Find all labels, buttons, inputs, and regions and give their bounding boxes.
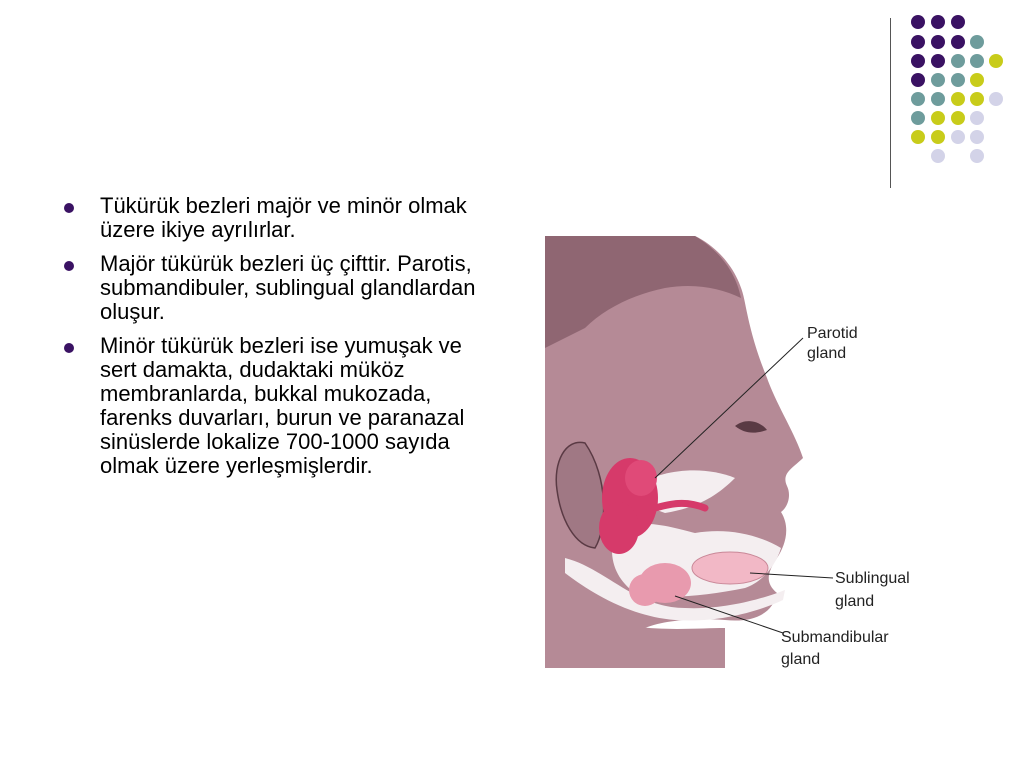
bullet-list [62, 194, 502, 488]
sublingual-label-line2: gland [835, 593, 875, 610]
decorative-dot [951, 111, 965, 125]
vertical-divider [890, 18, 891, 188]
bullet-item [62, 252, 502, 324]
decorative-dot [931, 35, 945, 49]
decorative-dot [911, 73, 925, 87]
decorative-dot [970, 92, 984, 106]
bullet-dot-icon [64, 343, 74, 353]
decorative-dot [931, 73, 945, 87]
decorative-dot [911, 15, 925, 29]
sublingual-gland [692, 552, 768, 584]
decorative-dot [931, 15, 945, 29]
decorative-dot [931, 54, 945, 68]
decorative-dot [931, 92, 945, 106]
decorative-dot [970, 54, 984, 68]
bullet-dot-icon [64, 203, 74, 213]
decorative-dot [951, 54, 965, 68]
decorative-dot [931, 130, 945, 144]
decorative-dot [911, 54, 925, 68]
bullet-dot-icon [64, 261, 74, 271]
decorative-dot [989, 92, 1003, 106]
decorative-dot [951, 15, 965, 29]
bullet-text: Tükürük bezleri majör ve minör olmak üzere ikiye ayrılırlar. [100, 193, 467, 242]
bullet-text: Minör tükürük bezleri ise yumuşak ve sert damakta, dudaktaki müköz membranlarda, bukkal mukozada, farenks duvarları, burun ve paranazal sinüslerde lokalize 700-1000 sayıda olmak üzere yerleşmişlerdir. [100, 333, 465, 478]
bullet-item [62, 334, 502, 478]
decorative-dot [970, 111, 984, 125]
submandibular-label-line2: gland [781, 651, 821, 668]
submandibular-label-line1: Submandibular [781, 629, 889, 646]
head-anatomy-drawing [545, 228, 945, 668]
decorative-dot [911, 92, 925, 106]
decorative-dot [951, 35, 965, 49]
sublingual-label-line1: Sublingual [835, 570, 910, 587]
decorative-dot [970, 130, 984, 144]
parotid-label-line1: Parotid [807, 325, 858, 342]
decorative-dot [989, 54, 1003, 68]
decorative-dot [931, 149, 945, 163]
decorative-dot [951, 92, 965, 106]
decorative-dot [931, 111, 945, 125]
salivary-gland-illustration [545, 228, 945, 668]
parotid-label-line2: gland [807, 345, 847, 362]
decorative-dot [970, 73, 984, 87]
decorative-dot [951, 130, 965, 144]
bullet-item [62, 194, 502, 242]
decorative-dot [951, 73, 965, 87]
decorative-dot [911, 35, 925, 49]
decorative-dot [970, 35, 984, 49]
decorative-dot [911, 130, 925, 144]
decorative-dot [970, 149, 984, 163]
decorative-dot [911, 111, 925, 125]
bullet-text: Majör tükürük bezleri üç çifttir. Parotis, submandibuler, sublingual glandlardan oluşur. [100, 251, 476, 324]
